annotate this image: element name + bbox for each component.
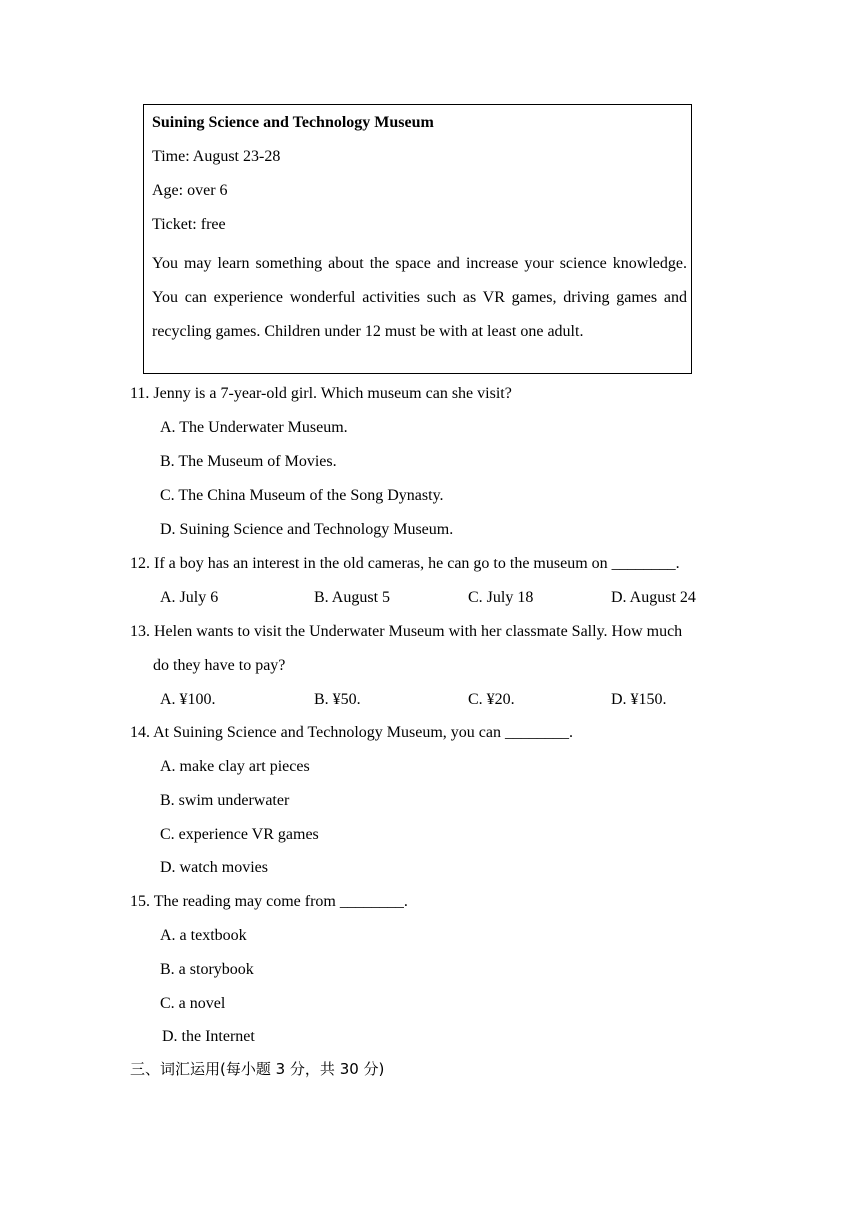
question-15-option-c: C. a novel xyxy=(160,995,226,1012)
question-15-option-d: D. the Internet xyxy=(162,1028,255,1045)
question-12-stem: 12. If a boy has an interest in the old cameras, he can go to the museum on ________. xyxy=(130,555,680,572)
question-14-stem: 14. At Suining Science and Technology Museum, you can ________. xyxy=(130,724,573,741)
museum-info-box xyxy=(143,104,692,374)
question-14-option-a: A. make clay art pieces xyxy=(160,758,310,775)
question-11-option-d: D. Suining Science and Technology Museum. xyxy=(160,521,454,538)
question-13-stem-line1: 13. Helen wants to visit the Underwater Museum with her classmate Sally. How much xyxy=(130,623,683,640)
question-11-stem: 11. Jenny is a 7-year-old girl. Which museum can she visit? xyxy=(130,385,512,402)
question-13-option-b: B. ¥50. xyxy=(314,691,361,708)
museum-time: Time: August 23-28 xyxy=(152,148,281,165)
question-14-option-b: B. swim underwater xyxy=(160,792,290,809)
question-13-option-c: C. ¥20. xyxy=(468,691,515,708)
question-12-option-b: B. August 5 xyxy=(314,589,391,606)
question-12-option-c: C. July 18 xyxy=(468,589,534,606)
question-13-option-a: A. ¥100. xyxy=(160,691,216,708)
question-11-option-b: B. The Museum of Movies. xyxy=(160,453,337,470)
question-13-stem-line2: do they have to pay? xyxy=(153,657,286,674)
question-15-option-a: A. a textbook xyxy=(160,927,247,944)
museum-title: Suining Science and Technology Museum xyxy=(152,114,434,131)
question-14-option-d: D. watch movies xyxy=(160,859,268,876)
question-12-option-d: D. August 24 xyxy=(611,589,696,606)
section-heading: 三、词汇运用(每小题 3 分，共 30 分) xyxy=(130,1060,385,1078)
question-14-option-c: C. experience VR games xyxy=(160,826,319,843)
question-15-stem: 15. The reading may come from ________. xyxy=(130,893,408,910)
museum-ticket: Ticket: free xyxy=(152,216,226,233)
question-11-option-c: C. The China Museum of the Song Dynasty. xyxy=(160,487,444,504)
question-11-option-a: A. The Underwater Museum. xyxy=(160,419,348,436)
museum-age: Age: over 6 xyxy=(152,182,228,199)
question-12-option-a: A. July 6 xyxy=(160,589,219,606)
question-15-option-b: B. a storybook xyxy=(160,961,254,978)
museum-description: You may learn something about the space and increase your science knowledge. You can experience wonderful activities such as VR games, driving games and recycling games. Children under 12 must be with at least one adult. xyxy=(152,255,687,340)
question-13-option-d: D. ¥150. xyxy=(611,691,667,708)
